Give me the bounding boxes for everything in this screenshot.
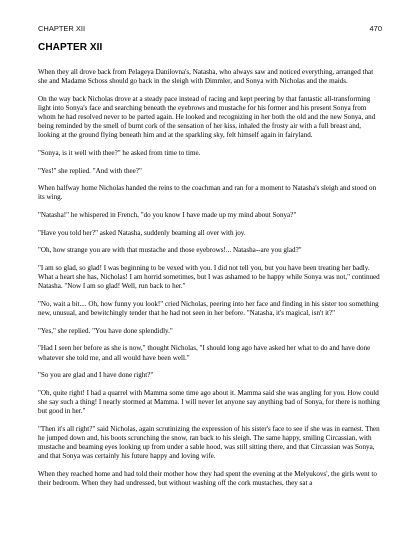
paragraph: "Then it's all right?" said Nicholas, again scrutinizing the expression of his sister's face to see if she was in earnest. Then he jumped down and, his boots scrunching the snow, ran back to his sleigh. The same happy, smiling Circassian, with mustache and beaming eyes looking up from under a sable hood, was still sitting there, and that Circassian was Sonya, and that Sonya was certainly his future happy and loving wife. — [38, 424, 380, 461]
paragraph: "Oh, quite right! I had a quarrel with Mamma some time ago about it. Mamma said she was angling for you. How could she say such a thing! I nearly stormed at Mamma. I will never let anyone say anything bad of Sonya, for there is nothing but good in her." — [38, 388, 380, 416]
paragraph: When they reached home and had told their mother how they had spent the evening at the Melyukovs', the girls went to their bedroom. When they had undressed, but without washing off the cork mustaches, they sat a — [38, 469, 377, 487]
paragraph: "I am so glad, so glad! I was beginning to be vexed with you. I did not tell you, but you have been treating her badly. What a heart she has, Nicholas! I am horrid sometimes, but I was ashamed to be happy while Sonya was not," continued Natasha. "Now I am so glad! Well, run back to her." — [38, 264, 380, 291]
paragraph: "Sonya, is it well with thee?" he asked from time to time. — [38, 148, 201, 157]
paragraph: "Oh, how strange you are with that mustache and those eyebrows!... Natasha--are you glad?" — [38, 246, 302, 255]
paragraph: "Had I seen her before as she is now," thought Nicholas, "I should long ago have asked her what to do and have done whatever she told me, and all would have been well." — [38, 344, 371, 362]
paragraph: "Yes!" she replied. "And with thee?" — [38, 166, 142, 175]
paragraph: "Have you told her?" asked Natasha, suddenly beaming all over with joy. — [38, 228, 246, 237]
paragraph: When they all drove back from Pelageya Danilovna's, Natasha, who always saw and noticed everything, arranged that she and Madame Schoss should go back in the sleigh with Dimmler, and Sonya with Nicholas and the maids. — [38, 68, 374, 86]
page-number: 470 — [369, 24, 382, 33]
running-header-chapter: CHAPTER XII — [38, 24, 86, 33]
paragraph: "No, wait a bit.... Oh, how funny you look!" cried Nicholas, peering into her face and finding in his sister too something new, unusual, and bewitchingly tender that he had not seen in her before. "Natasha, it's magical, isn't it?" — [38, 299, 379, 318]
paragraph: "Natasha!" he whispered in French, "do you know I have made up my mind about Sonya?" — [38, 211, 297, 219]
chapter-body — [38, 68, 382, 497]
paragraph: When halfway home Nicholas handed the reins to the coachman and ran for a moment to Natasha's sleigh and stood on its wing. — [38, 184, 377, 202]
paragraph: "So you are glad and I have done right?" — [38, 371, 154, 380]
chapter-title: CHAPTER XII — [38, 42, 103, 53]
paragraph: "Yes," she replied. "You have done splendidly." — [38, 326, 173, 335]
running-header — [38, 24, 382, 36]
paragraph: On the way back Nicholas drove at a steady pace instead of racing and kept peering by that fantastic all-transforming light into Sonya's face and searching beneath the eyebrows and mustache for his former and his present Sonya from whom he had resolved never to be parted again. He looked and recognizing in her both the old and the new Sonya, and being reminded by the smell of burnt cork of the sensation of her kiss, inhaled the frosty air with a full breast and, looking at the ground flying beneath him and at the sparkling sky, felt himself again in fairyland. — [38, 94, 376, 140]
